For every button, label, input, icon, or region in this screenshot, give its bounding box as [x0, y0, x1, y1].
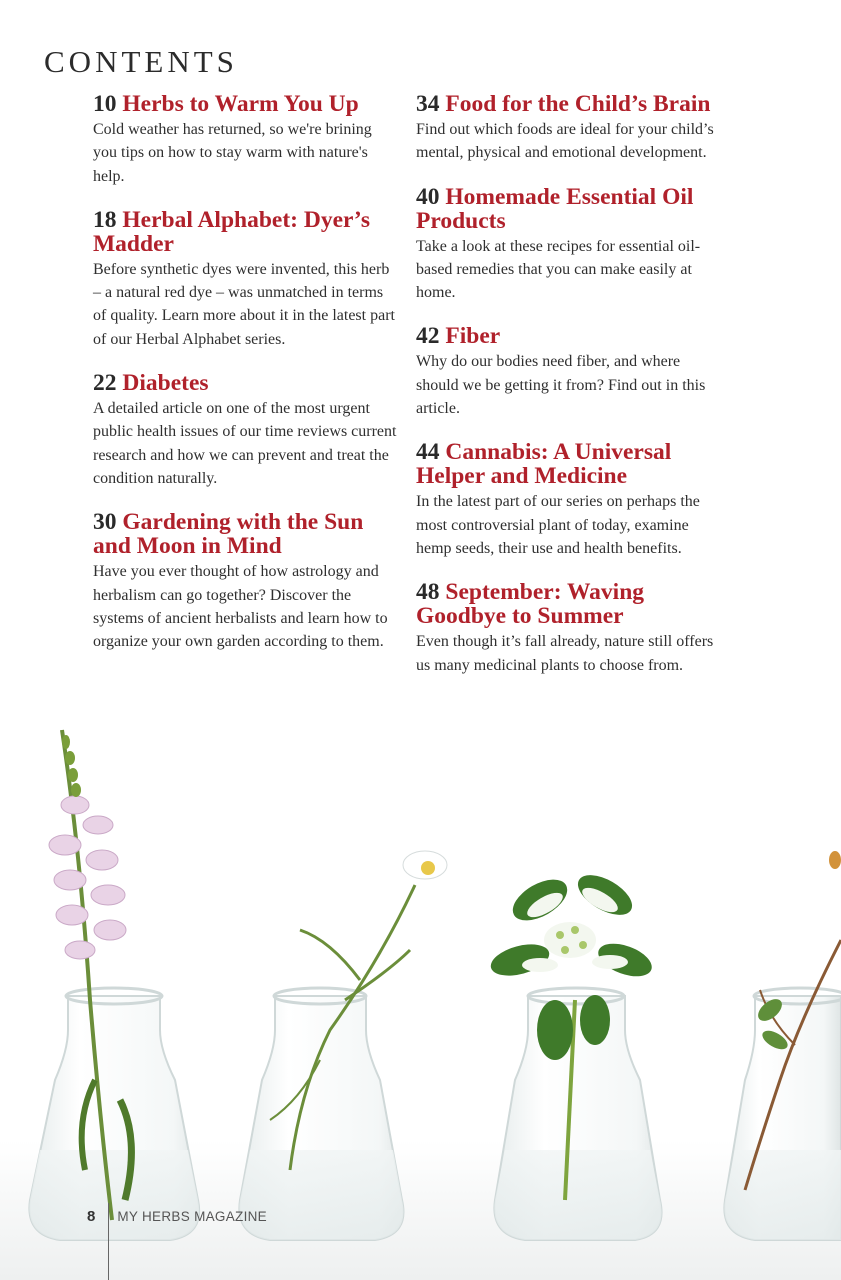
page-number: 8: [87, 1207, 96, 1225]
toc-entry-title: [416, 324, 721, 348]
toc-entry-title: [93, 92, 398, 116]
toc-entry-page-number: 40: [416, 183, 440, 210]
toc-entry-headline: Homemade Essential Oil Products: [416, 183, 694, 234]
toc-entry[interactable]: [416, 92, 721, 165]
toc-right-column: [416, 92, 721, 697]
toc-entry-page-number: 10: [93, 91, 117, 117]
toc-entry-headline: Diabetes: [122, 370, 209, 397]
toc-entry-headline: Fiber: [445, 323, 501, 350]
flask-icon: [724, 988, 841, 1240]
toc-entry-title: [416, 440, 721, 488]
toc-entry-page-number: 18: [93, 206, 117, 233]
page-footer: [87, 1205, 267, 1227]
toc-entry-description: Why do our bodies need fiber, and where should we be getting it from? Find out in this article.: [416, 353, 706, 418]
toc-entry-page-number: 30: [93, 509, 117, 536]
toc-entry-headline: Herbal Alphabet: Dyer’s Madder: [93, 206, 370, 257]
toc-entry-headline: September: Waving Goodbye to Summer: [416, 579, 645, 630]
toc-entry-description: Cold weather has returned, so we're brining you tips on how to stay warm with nature's help.: [93, 121, 372, 185]
flask-icon: [29, 988, 199, 1240]
magazine-name: MY HERBS MAGAZINE: [117, 1208, 267, 1224]
herbs-in-flasks-illustration: [0, 700, 841, 1280]
toc-entry-page-number: 44: [416, 439, 440, 466]
toc-entry-description: Take a look at these recipes for essential oil-based remedies that you can make easily at home.: [416, 237, 701, 302]
toc-entry-title: [93, 208, 398, 256]
toc-entry-title: [416, 92, 721, 116]
toc-entry-description: A detailed article on one of the most urgent public health issues of our time reviews current research and how we can prevent and treat the condition naturally.: [93, 400, 397, 487]
toc-entry-headline: Gardening with the Sun and Moon in Mind: [93, 509, 364, 560]
toc-entry-title: [416, 185, 721, 233]
toc-left-column: [93, 92, 398, 673]
page-title: CONTENTS: [44, 44, 238, 79]
toc-entry[interactable]: [416, 185, 721, 305]
toc-entry-title: [93, 371, 398, 395]
toc-entry[interactable]: [93, 208, 398, 351]
toc-entry-page-number: 48: [416, 579, 440, 606]
toc-entry-description: Even though it’s fall already, nature still offers us many medicinal plants to choose from.: [416, 633, 714, 674]
toc-entry-page-number: 22: [93, 370, 117, 397]
toc-entry[interactable]: [93, 510, 398, 653]
toc-entry-title: [93, 510, 398, 558]
toc-entry-description: In the latest part of our series on perhaps the most controversial plant of today, examine hemp seeds, their use and health benefits.: [416, 493, 700, 557]
toc-entry[interactable]: [416, 580, 721, 677]
toc-entry-page-number: 34: [416, 91, 440, 117]
toc-entry-description: Have you ever thought of how astrology and herbalism can go together? Discover the systems of ancient herbalists and learn how to organize your own garden according to them.: [93, 563, 388, 651]
toc-entry-headline: Food for the Child’s Brain: [445, 91, 711, 117]
flask-icon: [494, 988, 661, 1240]
toc-entry-page-number: 42: [416, 323, 440, 350]
toc-entry-title: [416, 580, 721, 628]
toc-entry[interactable]: [93, 92, 398, 188]
toc-entry[interactable]: [416, 440, 721, 560]
toc-entry[interactable]: [93, 371, 398, 490]
toc-entry-headline: Herbs to Warm You Up: [122, 91, 359, 117]
toc-entry-headline: Cannabis: A Universal Helper and Medicine: [416, 439, 672, 490]
toc-entry-description: Before synthetic dyes were invented, this herb – a natural red dye – was unmatched in terms of quality. Learn more about it in the latest part of our Herbal Alphabet series.: [93, 260, 395, 348]
toc-entry[interactable]: [416, 324, 721, 420]
flask-icon: [239, 988, 403, 1240]
toc-entry-description: Find out which foods are ideal for your child’s mental, physical and emotional development.: [416, 121, 714, 162]
